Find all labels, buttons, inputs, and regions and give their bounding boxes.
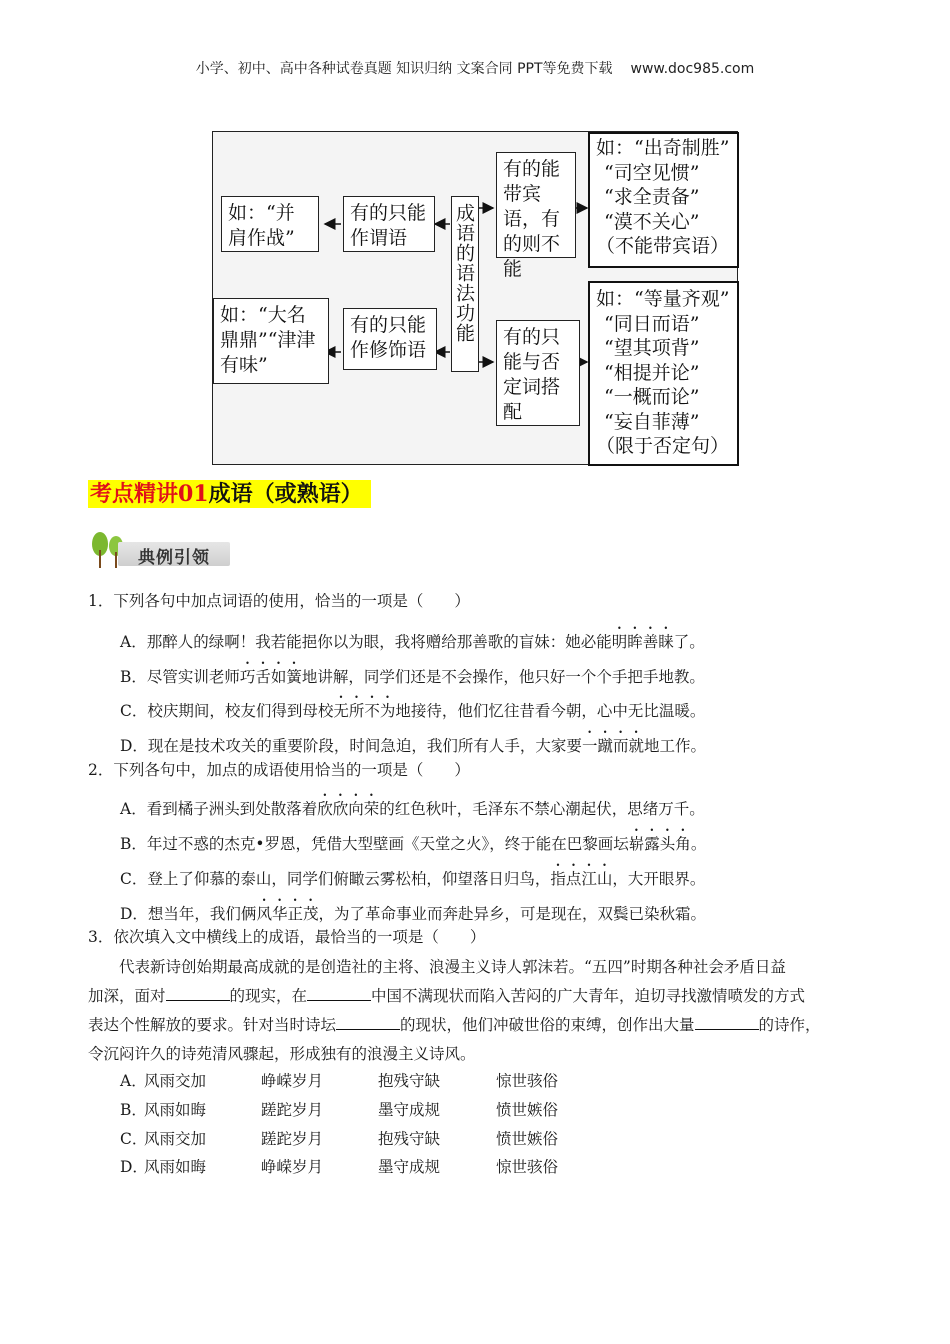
ex-line: “望其项背” <box>604 337 700 359</box>
choice-term: 风雨交加 <box>144 1130 207 1148</box>
diagram-left-bot-example <box>213 298 329 384</box>
q2-option-a[interactable] <box>120 791 705 820</box>
q3-passage <box>88 953 888 1069</box>
left-bot-example-text: 如：“大名鼎鼎”“津津有味” <box>220 304 316 376</box>
opt-text: 。 <box>690 835 707 853</box>
left-top-example-text: 如：“并肩作战” <box>228 202 295 249</box>
choice-term: 峥嵘岁月 <box>261 1158 324 1176</box>
dotted-idiom: 风华正茂 <box>256 905 319 923</box>
diagram-left-top-example <box>221 196 319 252</box>
opt-text: 地工作。 <box>643 737 706 755</box>
dotted-idiom: 欣欣向荣 <box>317 800 380 818</box>
opt-text: 地讲解，同学们还是不会操作，他只好一个个手把手地教。 <box>301 668 705 686</box>
diagram-center <box>451 196 479 372</box>
passage-text: 的诗作， <box>758 1016 821 1034</box>
page-header <box>0 58 950 78</box>
choice-term: 风雨如晦 <box>144 1101 207 1119</box>
diagram-right-top-mid <box>496 152 576 280</box>
opt-text: ，为了革命事业而奔赴异乡，可是现在，双鬓已染秋霜。 <box>318 905 706 923</box>
opt-text: 地接待，他们忆往昔看今朝，心中无比温暖。 <box>395 702 706 720</box>
ex-line: “同日而语” <box>604 312 700 335</box>
choice-term: 墨守成规 <box>378 1158 441 1176</box>
opt-text: D．现在是技术攻关的重要阶段，时间急迫，我们所有人手，大家要 <box>120 737 582 755</box>
q3-choice-a[interactable] <box>120 1070 558 1092</box>
blank-2[interactable] <box>307 986 371 1001</box>
q2-option-b[interactable] <box>120 826 706 855</box>
ex-line: “求全责备” <box>604 186 700 208</box>
choice-term: 峥嵘岁月 <box>261 1072 324 1090</box>
choice-term: 愤世嫉俗 <box>496 1101 559 1119</box>
header-site[interactable]: www.doc985.com <box>630 61 755 77</box>
diagram-right-bot-example <box>588 281 739 466</box>
left-bot-mid-text: 有的只能作修饰语 <box>350 314 427 361</box>
choice-letter: D． <box>120 1158 148 1176</box>
q1-option-a[interactable] <box>120 624 705 653</box>
ex-line: “司空见惯” <box>604 161 700 184</box>
choice-term: 蹉跎岁月 <box>261 1130 324 1148</box>
q3-choice-d[interactable] <box>120 1156 558 1178</box>
q3-choice-c[interactable] <box>120 1128 558 1150</box>
choice-term: 墨守成规 <box>378 1101 441 1119</box>
passage-text: 中国不满现状而陷入苦闷的广大青年，迫切寻找激情喷发的方式 <box>371 987 806 1005</box>
q1-option-d[interactable] <box>120 728 706 757</box>
choice-term: 惊世骇俗 <box>496 1072 559 1090</box>
q1-option-b[interactable] <box>120 659 705 688</box>
opt-text: D．想当年，我们俩 <box>120 905 257 923</box>
ex-line: （不能带宾语） <box>596 235 730 257</box>
left-top-mid-text: 有的只能作谓语 <box>350 202 427 249</box>
dotted-idiom: 指点江山 <box>550 870 613 888</box>
choice-term: 愤世嫉俗 <box>496 1130 559 1148</box>
choice-term: 风雨如晦 <box>144 1158 207 1176</box>
diagram-left-top-mid <box>343 196 435 252</box>
badge-label: 典例引领 <box>138 548 210 568</box>
ex-line: “相提并论” <box>604 361 700 384</box>
choice-term: 抱残守缺 <box>378 1130 441 1148</box>
opt-text: A．看到橘子洲头到处散落着 <box>120 800 318 818</box>
diagram-right-bot-mid <box>496 320 580 426</box>
ex-line: 如：“等量齐观” <box>596 288 730 310</box>
choice-letter: C． <box>120 1130 148 1148</box>
q3-passage-line: 代表新诗创始期最高成就的是创造社的主将、浪漫主义诗人郭沫若。“五四”时期各种社会矛盾日益 <box>119 958 786 976</box>
example-badge <box>88 530 233 570</box>
choice-term: 抱残守缺 <box>378 1072 441 1090</box>
passage-text: 表达个性解放的要求。针对当时诗坛 <box>88 1016 337 1034</box>
header-text: 小学、初中、高中各种试卷真题 知识归纳 文案合同 PPT等免费下载 <box>195 61 613 77</box>
choice-term: 惊世骇俗 <box>496 1158 559 1176</box>
choice-letter: B． <box>120 1101 147 1119</box>
choice-letter: A． <box>120 1072 147 1090</box>
opt-text: 的红色秋叶，毛泽东不禁心潮起伏，思绪万千。 <box>379 800 705 818</box>
opt-text: C．校庆期间，校友们得到母校 <box>120 702 334 720</box>
blank-4[interactable] <box>695 1015 759 1030</box>
diagram-right-top-example <box>588 132 739 268</box>
q2-option-d[interactable] <box>120 896 706 925</box>
passage-text: 的现实，在 <box>229 987 308 1005</box>
dotted-idiom: 明眸善睐 <box>611 633 674 651</box>
dotted-idiom: 无所不为 <box>333 702 396 720</box>
q3-passage-line <box>88 982 888 1011</box>
ex-line: 如：“出奇制胜” <box>596 137 730 159</box>
ex-line: （限于否定句） <box>596 435 730 457</box>
opt-text: B．年过不惑的杰克•罗恩，凭借大型壁画《天堂之火》，终于能在巴黎画坛 <box>120 835 629 853</box>
grammar-function-diagram <box>212 131 738 465</box>
q2-stem: 2．下列各句中，加点的成语使用恰当的一项是（ ） <box>88 761 470 779</box>
q1-stem: 1．下列各句中加点词语的使用，恰当的一项是（ ） <box>88 592 470 610</box>
ex-line: “一概而论” <box>604 386 700 408</box>
q1-option-c[interactable] <box>120 693 705 722</box>
section-title-red: 考点精讲01 <box>90 481 209 507</box>
right-bot-mid-text: 有的只能与否定词搭配 <box>503 326 561 423</box>
q3-passage-line <box>88 1011 888 1040</box>
opt-text: B．尽管实训老师 <box>120 668 240 686</box>
center-text: 成语的语法功能 <box>453 203 475 343</box>
dotted-idiom: 巧舌如簧 <box>239 668 302 686</box>
q2-option-c[interactable] <box>120 861 705 890</box>
dotted-idiom: 一蹴而就 <box>581 737 644 755</box>
q3-stem: 3．依次填入文中横线上的成语，最恰当的一项是（ ） <box>88 928 486 946</box>
right-top-mid-text: 有的能带宾语，有的则不能 <box>503 158 561 280</box>
opt-text: 了。 <box>673 633 705 651</box>
ex-line: “妄自菲薄” <box>604 410 700 433</box>
blank-1[interactable] <box>166 986 230 1001</box>
choice-term: 蹉跎岁月 <box>261 1101 324 1119</box>
passage-text: 加深，面对 <box>88 987 166 1005</box>
blank-3[interactable] <box>336 1015 400 1030</box>
q3-choice-b[interactable] <box>120 1099 558 1121</box>
dotted-idiom: 崭露头角 <box>628 835 691 853</box>
section-title <box>88 480 371 508</box>
opt-text: C．登上了仰慕的泰山，同学们俯瞰云雾松柏，仰望落日归鸟， <box>120 870 551 888</box>
opt-text: A．那醉人的绿啊！我若能挹你以为眼，我将赠给那善歌的盲妹：她必能 <box>120 633 612 651</box>
opt-text: ，大开眼界。 <box>612 870 706 888</box>
passage-text: 的现状，他们冲破世俗的束缚，创作出大量 <box>400 1016 695 1034</box>
q3-passage-line: 令沉闷许久的诗苑清风骤起，形成独有的浪漫主义诗风。 <box>88 1045 476 1063</box>
diagram-left-bot-mid <box>343 308 437 370</box>
choice-term: 风雨交加 <box>144 1072 207 1090</box>
ex-line: “漠不关心” <box>604 210 700 233</box>
section-title-black: 成语（或熟语） <box>208 481 363 507</box>
